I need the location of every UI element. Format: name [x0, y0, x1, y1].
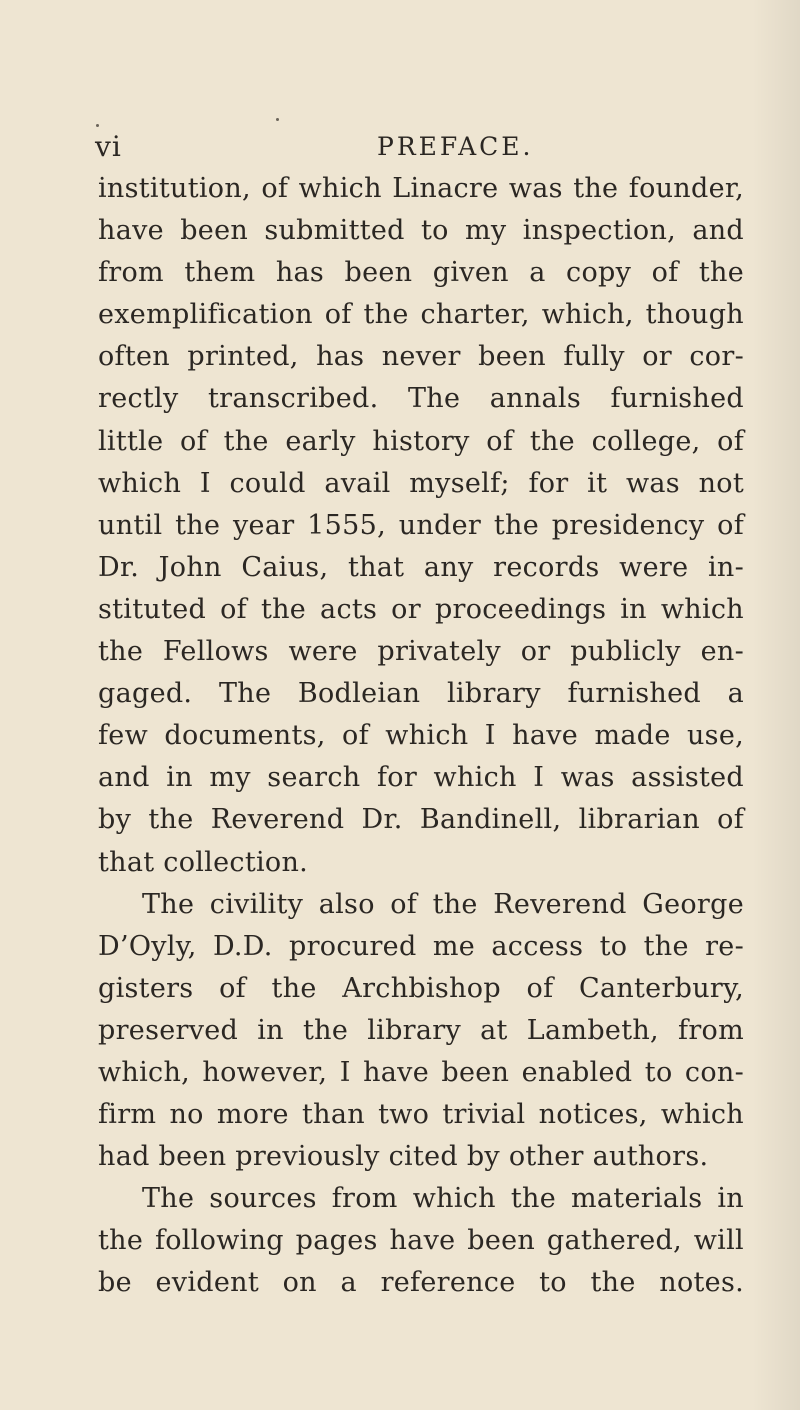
paragraph-start-line: The sources from which the materials in	[142, 1183, 744, 1215]
text-line: preserved in the library at Lambeth, from	[98, 1014, 744, 1046]
text-line: which, however, I have been enabled to con-	[98, 1056, 744, 1088]
text-line: the Fellows were privately or publicly en-	[98, 636, 744, 668]
text-line: D’Oyly, D.D. procured me access to the re-	[98, 930, 744, 962]
text-line: have been submitted to my inspection, and	[98, 215, 744, 247]
text-line: institution, of which Linacre was the founder,	[98, 173, 744, 204]
text-line: the following pages have been gathered, will	[98, 1225, 744, 1257]
paragraph-end-line: had been previously cited by other authors.	[98, 1141, 709, 1173]
text-line: be evident on a reference to the notes.	[98, 1267, 744, 1299]
paragraph-start-line: The civility also of the Reverend George	[142, 888, 744, 920]
text-line: few documents, of which I have made use,	[98, 720, 744, 752]
text-line: stituted of the acts or proceedings in which	[98, 593, 744, 625]
text-line: gaged. The Bodleian library furnished a	[98, 678, 744, 710]
text-line: and in my search for which I was assisted	[98, 762, 744, 794]
running-title: PREFACE.	[377, 132, 534, 161]
text-line: often printed, has never been fully or cor-	[98, 341, 744, 373]
text-line: firm no more than two trivial notices, which	[98, 1099, 744, 1131]
text-line: from them has been given a copy of the	[98, 257, 744, 289]
text-line: until the year 1555, under the presidency of	[98, 509, 744, 541]
body-text	[98, 168, 744, 1305]
ink-speck	[276, 118, 279, 121]
paragraph-end-line: that collection.	[98, 846, 309, 878]
text-line: rectly transcribed. The annals furnished	[98, 383, 744, 415]
text-line: exemplification of the charter, which, though	[98, 299, 744, 331]
running-head	[95, 130, 735, 170]
ink-speck	[96, 124, 99, 127]
page-number: vi	[95, 130, 122, 163]
text-line: gisters of the Archbishop of Canterbury,	[98, 972, 744, 1004]
text-line: Dr. John Caius, that any records were in-	[98, 551, 744, 583]
text-line: little of the early history of the college, of	[98, 425, 744, 457]
text-line: by the Reverend Dr. Bandinell, librarian of	[98, 804, 744, 836]
text-line: which I could avail myself; for it was not	[98, 467, 744, 499]
